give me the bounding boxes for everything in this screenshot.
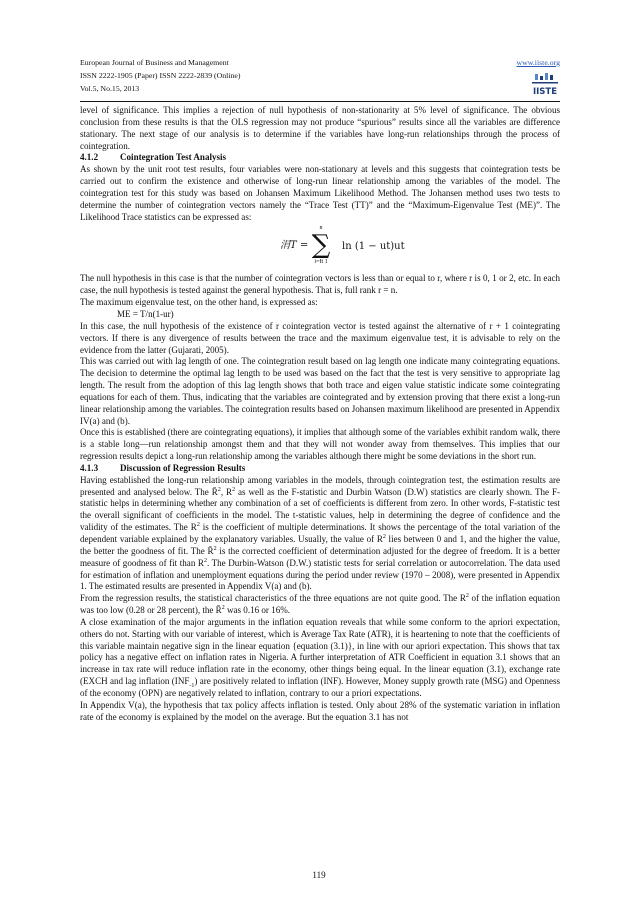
paragraph: From the regression results, the statistical characteristics of the three equations are not quite good. The $R^2$ of the inflation equation was too low (0.28 or 28 percent), the R̄$^2$ was 0.16 or 16%. xyxy=(80,593,560,616)
issn-line: ISSN 2222-1905 (Paper) ISSN 2222-2839 (Online) xyxy=(80,71,241,80)
section-title: Discussion of Regression Results xyxy=(120,462,246,473)
equation-rhs: ln (1 − ut)ut xyxy=(342,241,405,253)
section-heading-4-1-3 xyxy=(80,463,560,475)
iiste-logo xyxy=(532,73,558,101)
journal-name: European Journal of Business and Management xyxy=(80,58,229,67)
paragraph: This was carried out with lag length of one. The cointegration result based on lag length one indicate many cointegrating equations. The decision to determine the optimal lag length to be used was based on the fact that the test is very sensitive to appropriate lag length. The result from the adoption of this lag length shows that both trace and eigen value statistic indicate some cointegrating equations for each of them. Thus, indicating that the variables are cointegrated and by extension proving that there exist a long-run linear relationship among the variables. The cointegration results based on Johansen maximum likelihood are presented in Appendix IV(a) and (b). xyxy=(80,356,560,426)
sigma-symbol: ∑ xyxy=(311,230,331,261)
journal-url-link[interactable]: www.iiste.org xyxy=(516,58,560,67)
paragraph: level of significance. This implies a rejection of null hypothesis of non-stationarity at 5% level of significance. The obvious conclusion from these results is that the OLS regression may not produce “spurious” results since all the variables are difference stationary. The next stage of our analysis is to determine if the variables have long-run relationships through the process of cointegration. xyxy=(80,105,560,151)
paragraph: The null hypothesis in this case is that the number of cointegration vectors is less than or equal to r, where r is 0, 1 or 2, etc. In each case, the null hypothesis is tested against the general hypothesis. That is, full rank r = n. xyxy=(80,273,560,296)
page-number: 119 xyxy=(312,870,326,880)
header-rule xyxy=(80,101,560,102)
paragraph: In this case, the null hypothesis of the existence of r cointegration vector is tested against the alternative of r + 1 cointegrating vectors. If there is any divergence of results between the trace and the maximum eigenvalue test, it is advisable to rely on the evidence from the latter (Gujarati, 2005). xyxy=(80,320,560,355)
section-number: 4.1.2 xyxy=(80,152,99,163)
trace-statistic-equation xyxy=(80,223,560,273)
running-header xyxy=(80,56,560,102)
sum-upper-limit: n xyxy=(319,225,323,232)
equation-lhs: 涓T = xyxy=(280,240,309,252)
article-body xyxy=(80,105,560,724)
paragraph: The maximum eigenvalue test, on the other hand, is expressed as: xyxy=(80,297,318,308)
section-title: Cointegration Test Analysis xyxy=(120,152,227,163)
summation xyxy=(306,224,336,266)
paragraph: As shown by the unit root test results, four variables were non-stationary at levels and this suggests that cointegration tests be carried out to confirm the existence and otherwise of long-run linear relationship among the variables of the model. The cointegration test for this study was based on Johansen Maximum Likelihood Method. The Johansen method uses two tests to determine the number of cointegration vectors namely the “Trace Test (TT)” and the “Maximum-Eigenvalue Test (ME)”. The Likelihood Trace statistics can be expressed as: xyxy=(80,164,560,222)
paragraph: In Appendix V(a), the hypothesis that tax policy affects inflation is tested. Only about 28% of the systematic variation in inflation rate of the economy is explained by the model on the average. But the equation 3.1 has not xyxy=(80,699,560,722)
paragraph: A close examination of the major arguments in the inflation equation reveals that while some conform to the apriori expectation, others do not. Starting with our variable of interest, which is Average Tax Rate (ATR), it is heartening to note that the coefficients of this variable maintain negative sign in the linear equation {equation (3.1)}, in line with our apriori expectation. This shows that tax policy has a negative effect on inflation rates in Nigeria. A further interpretation of ATR Coefficient in equation 3.1 shows that an increase in tax rate will reduce inflation rate in the economy, other things being equal. In the linear equation (3.1), exchange rate (EXCH and lag inflation $(INF_{-1})$ are positively related to inflation (INF). However, Money supply growth rate (MSG) and Openness of the economy (OPN) are negatively related to inflation, contrary to our a priori expectations. xyxy=(80,616,560,698)
section-number: 4.1.3 xyxy=(80,462,99,473)
max-eigenvalue-equation: ME = T/n(1-ur) xyxy=(117,308,174,319)
section-heading-4-1-2 xyxy=(80,152,560,164)
volume-line: Vol.5, No.15, 2013 xyxy=(80,84,140,93)
paragraph: Having established the long-run relationship among variables in the models, through cointegration test, the estimation results are presented and analysed below. The R̄$^2$, $R^2$ as well as the F-statistic and Durbin Watson (D.W) statistics are clearly shown. The F-statistic helps in determining whether any combination of a set of coefficients is different from zero. In other words, F-statistic test the overall significant of coefficients in the model. The t-statistic values, help in determining the degree of confidence and the validity of the estimates. The $R^2$ is the coefficient of multiple determinations. It shows the percentage of the total variation of the dependent variable explained by the explanatory variables. Usually, the value of $R^2$ lies between 0 and 1, and the higher the value, the better the goodness of fit. The R̄$^2$ is the corrected coefficient of determination adjusted for the degree of freedom. It is a better measure of goodness of fit than $R^2$. The Durbin-Watson (D.W.) statistic tests for serial correlation or autocorrelation. The data used for estimation of inflation and unemployment equations during the period under review (1970 – 2008), were presented in Appendix 1. The estimated results are presented in Appendix V(a) and (b). xyxy=(80,474,561,592)
logo-wordmark: IISTE xyxy=(532,87,558,97)
paragraph: Once this is established (there are cointegrating equations), it implies that although some of the variables exhibit random walk, there is a stable long—run relationship amongst them and that they will not wonder away from themselves. This implies that our regression results depict a long-run relationship among the variables although there might be some deviations in the short run. xyxy=(80,427,560,462)
sum-lower-limit: i=Ɨt 1 xyxy=(314,259,328,266)
